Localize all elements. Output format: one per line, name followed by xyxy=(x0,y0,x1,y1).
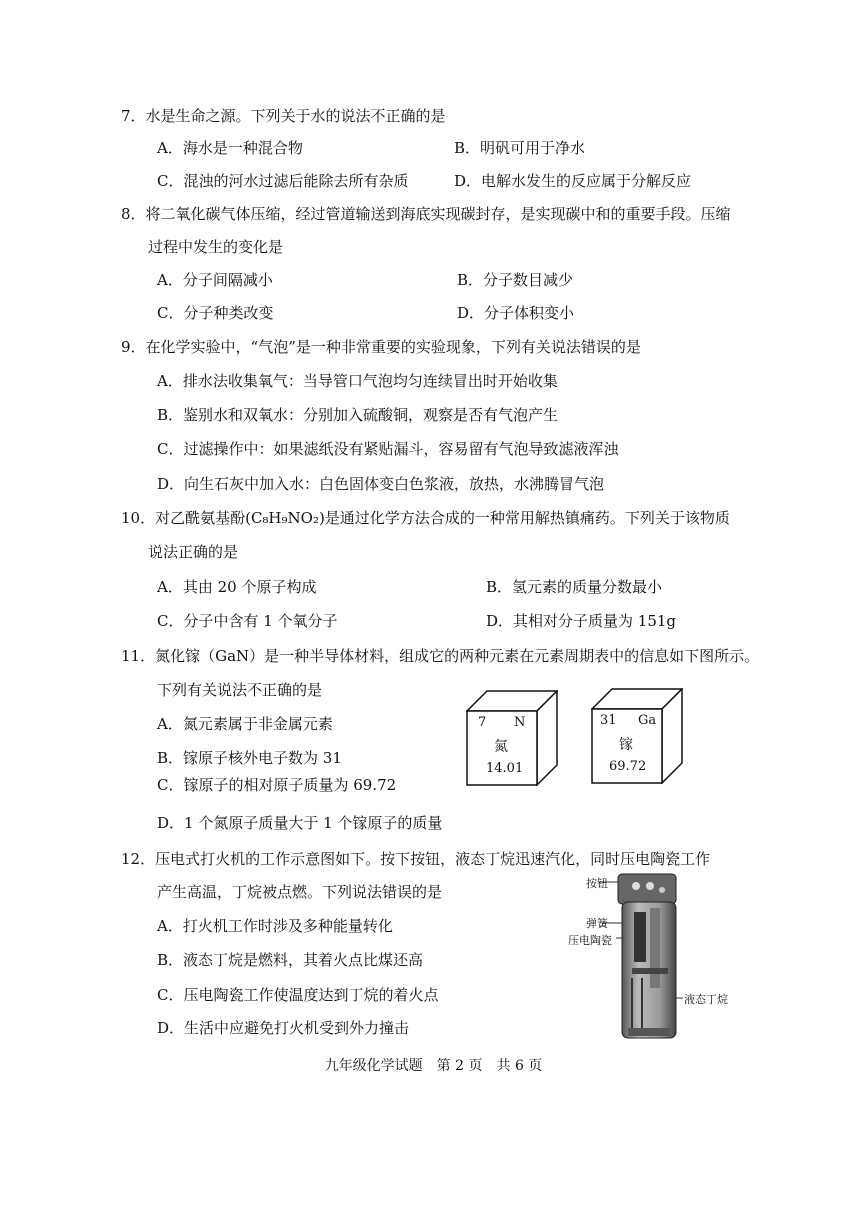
q7-option-b: B．明矾可用于净水 xyxy=(454,139,586,157)
nitrogen-name: 氮 xyxy=(494,739,508,755)
lighter-illustration xyxy=(588,868,758,1048)
label-button: 按钮 xyxy=(586,877,608,890)
gallium-atomic-number: 31 xyxy=(600,713,617,728)
q12-stem-line1: 12．压电式打火机的工作示意图如下。按下按钮，液态丁烷迅速汽化，同时压电陶瓷工作 xyxy=(121,850,711,868)
q9-option-a: A．排水法收集氧气：当导管口气泡均匀连续冒出时开始收集 xyxy=(157,372,558,390)
q11-option-b: B．镓原子核外电子数为 31 xyxy=(157,749,342,767)
q11-option-c: C．镓原子的相对原子质量为 69.72 xyxy=(157,776,397,794)
q11-option-d: D．1 个氮原子质量大于 1 个镓原子的质量 xyxy=(157,814,443,832)
q8-option-b: B．分子数目减少 xyxy=(457,271,574,289)
label-liquid-butane: 液态丁烷 xyxy=(684,993,728,1006)
q11-stem-line1: 11．氮化镓（GaN）是一种半导体材料，组成它的两种元素在元素周期表中的信息如下图所示。 xyxy=(121,647,760,665)
gallium-name: 镓 xyxy=(619,737,633,753)
q7-option-d: D．电解水发生的反应属于分解反应 xyxy=(454,172,692,190)
label-piezo-ceramic: 压电陶瓷 xyxy=(568,934,612,947)
q11-stem-line2: 下列有关说法不正确的是 xyxy=(157,681,323,699)
q12-option-a: A．打火机工作时涉及多种能量转化 xyxy=(157,917,393,935)
q10-option-a: A．其由 20 个原子构成 xyxy=(157,578,317,596)
q9-stem: 9．在化学实验中，“气泡”是一种非常重要的实验现象，下列有关说法错误的是 xyxy=(121,338,641,356)
q10-option-c: C．分子中含有 1 个氧分子 xyxy=(157,612,338,630)
q10-option-b: B．氢元素的质量分数最小 xyxy=(486,578,663,596)
q8-option-a: A．分子间隔减小 xyxy=(157,271,273,289)
nitrogen-element-card xyxy=(466,690,558,786)
gallium-element-card xyxy=(591,688,683,784)
page-footer: 九年级化学试题 第 2 页 共 6 页 xyxy=(324,1058,543,1074)
gallium-atomic-mass: 69.72 xyxy=(609,759,647,774)
q12-stem-line2: 产生高温，丁烷被点燃。下列说法错误的是 xyxy=(157,883,443,901)
q10-stem-line2: 说法正确的是 xyxy=(148,543,239,561)
q8-option-d: D．分子体积变小 xyxy=(457,304,575,322)
q9-option-c: C．过滤操作中：如果滤纸没有紧贴漏斗，容易留有气泡导致滤液浑浊 xyxy=(157,440,619,458)
q10-option-d: D．其相对分子质量为 151g xyxy=(486,612,677,630)
q9-option-b: B．鉴别水和双氧水：分别加入硫酸铜，观察是否有气泡产生 xyxy=(157,406,559,424)
q12-option-c: C．压电陶瓷工作使温度达到丁烷的着火点 xyxy=(157,986,439,1004)
gallium-symbol: Ga xyxy=(638,713,657,728)
lighter-diagram xyxy=(568,868,758,1048)
q8-option-c: C．分子种类改变 xyxy=(157,304,274,322)
q12-option-b: B．液态丁烷是燃料，其着火点比煤还高 xyxy=(157,951,424,969)
nitrogen-symbol: N xyxy=(514,715,526,730)
nitrogen-atomic-mass: 14.01 xyxy=(486,761,524,776)
q7-option-a: A．海水是一种混合物 xyxy=(157,139,303,157)
q9-option-d: D．向生石灰中加入水：白色固体变白色浆液，放热，水沸腾冒气泡 xyxy=(157,475,605,493)
q7-stem: 7．水是生命之源。下列关于水的说法不正确的是 xyxy=(121,107,446,125)
nitrogen-atomic-number: 7 xyxy=(478,715,487,730)
q10-stem-line1: 10．对乙酰氨基酚(C₈H₉NO₂)是通过化学方法合成的一种常用解热镇痛药。下列关于该物质 xyxy=(121,509,730,527)
label-spring: 弹簧 xyxy=(586,917,608,930)
q8-stem-line1: 8．将二氧化碳气体压缩，经过管道输送到海底实现碳封存，是实现碳中和的重要手段。压缩 xyxy=(121,205,731,223)
q11-option-a: A．氮元素属于非金属元素 xyxy=(157,715,333,733)
q8-stem-line2: 过程中发生的变化是 xyxy=(148,238,284,256)
q7-option-c: C．混浊的河水过滤后能除去所有杂质 xyxy=(157,172,409,190)
q12-option-d: D．生活中应避免打火机受到外力撞击 xyxy=(157,1019,410,1037)
